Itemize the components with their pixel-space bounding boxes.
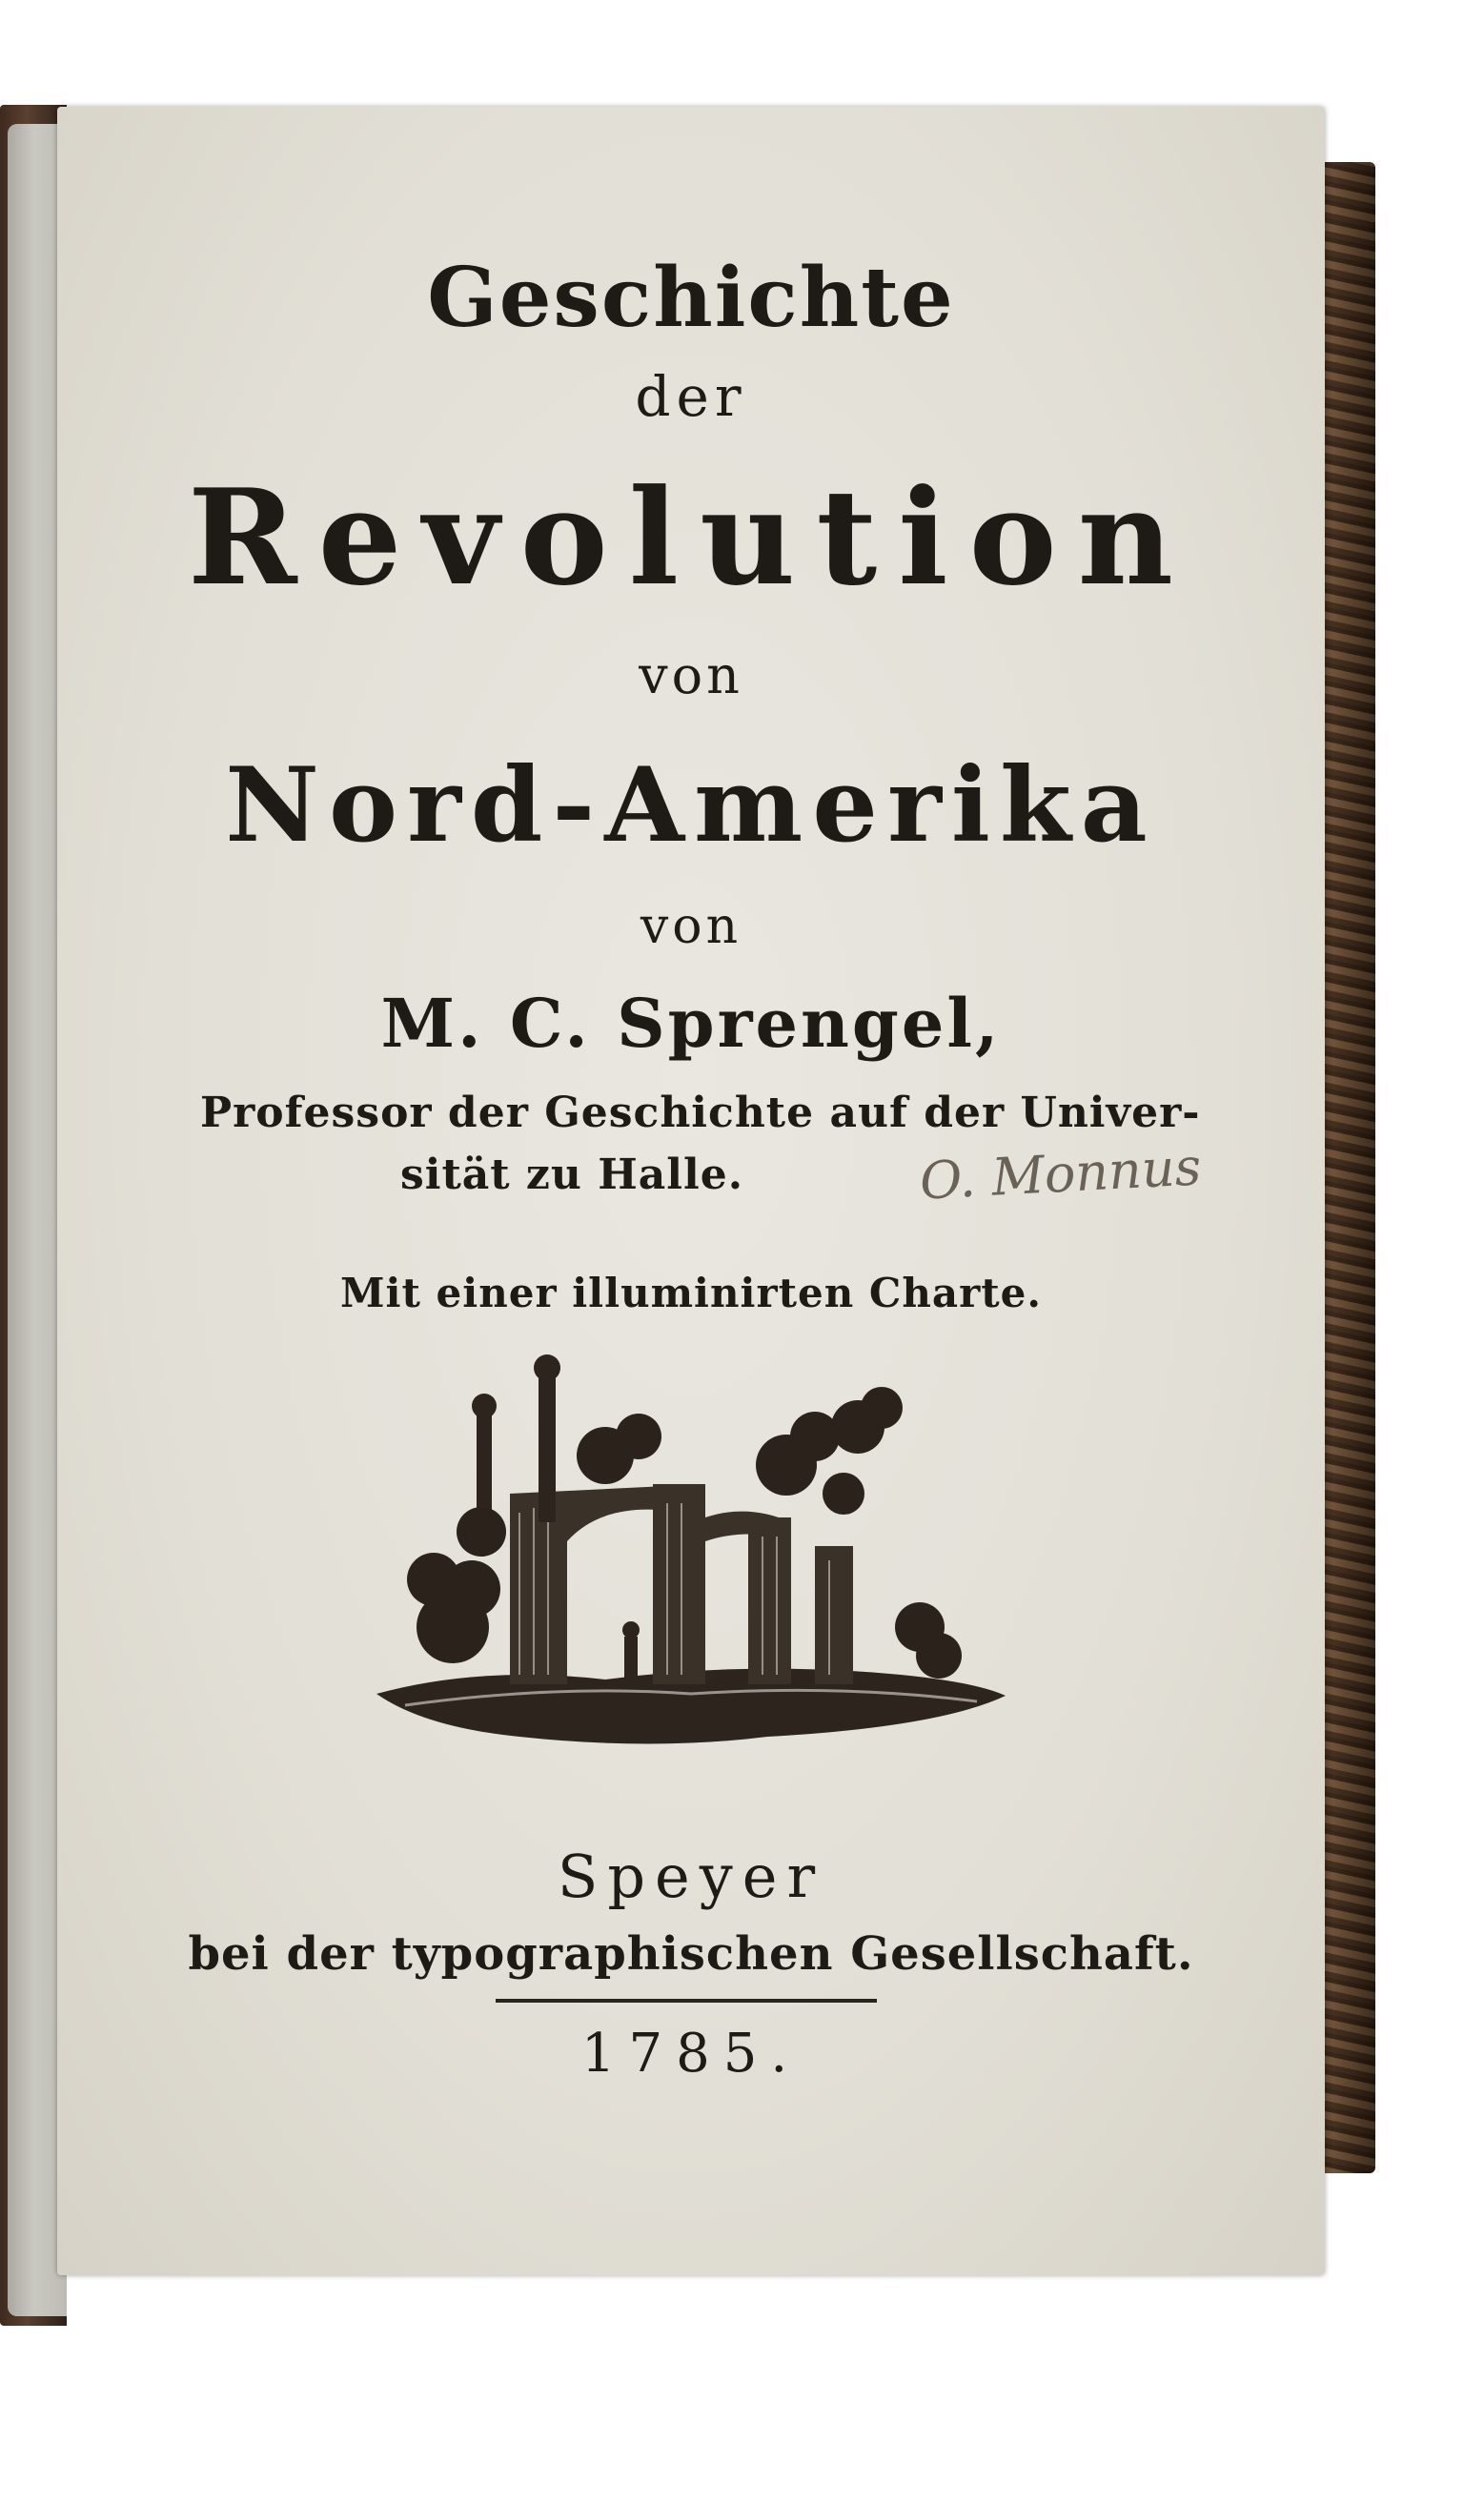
author-name: M. C. Sprengel, <box>380 984 1002 1063</box>
map-note: Mit einer illuminirten Charte. <box>340 1270 1042 1316</box>
author-title-line-1: Professor der Geschichte auf der Univer- <box>200 1089 1201 1137</box>
ruins-woodcut-vignette <box>367 1351 1015 1761</box>
handwritten-signature: O. Monnus <box>918 1136 1203 1211</box>
title-geschichte: Geschichte <box>427 250 955 346</box>
author-title-line-2: sität zu Halle. <box>399 1150 744 1199</box>
title-der: der <box>635 364 747 429</box>
byline-von: von <box>640 898 742 955</box>
imprint-publisher: bei der typographischen Gesellschaft. <box>188 1927 1194 1981</box>
imprint-year: 1785. <box>580 2023 802 2085</box>
title-revolution: Revolution <box>187 459 1195 615</box>
imprint-rule <box>496 1999 877 2003</box>
title-nord-amerika: Nord-Amerika <box>225 745 1157 865</box>
title-page <box>57 107 1325 2275</box>
title-von: von <box>639 645 743 705</box>
imprint-city: Speyer <box>557 1842 825 1911</box>
